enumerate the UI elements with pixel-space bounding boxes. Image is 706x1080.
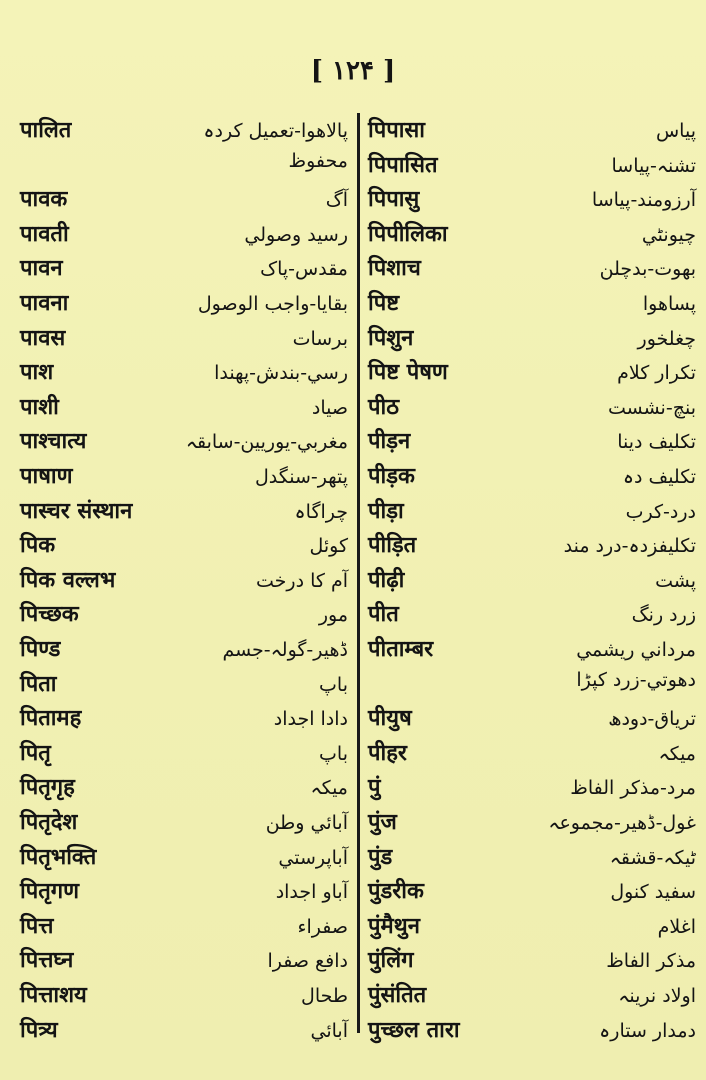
headword-hindi: पिक वल्लभ xyxy=(20,567,116,593)
dictionary-entry xyxy=(16,668,356,702)
dictionary-entry xyxy=(364,633,704,691)
meaning-urdu: مور xyxy=(318,604,348,627)
meaning-urdu: بقایا-واجب الوصول xyxy=(197,293,348,315)
headword-hindi: पाशी xyxy=(20,394,59,420)
headword-hindi: पावस xyxy=(20,325,66,351)
dictionary-entry xyxy=(16,910,356,944)
dictionary-entry xyxy=(364,183,704,217)
headword-hindi: पीयुष xyxy=(368,706,412,732)
headword-hindi: पिपासा xyxy=(368,118,425,143)
headword-hindi: पितृगण xyxy=(20,879,80,905)
headword-hindi: पीड़ा xyxy=(368,498,404,524)
meaning-urdu: تشنہ-پیاسا xyxy=(611,154,696,177)
dictionary-entry xyxy=(364,114,704,148)
headword-hindi: पावक xyxy=(20,187,68,213)
meaning-urdu: مذکر الفاظ xyxy=(606,950,696,973)
meaning-urdu: آباو اجداد xyxy=(275,881,348,904)
dictionary-entry xyxy=(364,529,704,563)
dictionary-entry xyxy=(364,806,704,840)
dictionary-entry xyxy=(16,944,356,978)
headword-hindi: पितामह xyxy=(20,706,82,732)
meaning-urdu: بنچ-نشست xyxy=(608,396,696,419)
dictionary-entry xyxy=(364,979,704,1013)
meaning-urdu: چغلخور xyxy=(637,327,696,350)
headword-hindi: पित्ताशय xyxy=(20,983,87,1008)
headword-hindi: पित्त xyxy=(20,913,54,939)
dictionary-entry xyxy=(16,218,356,252)
dictionary-entry xyxy=(364,495,704,529)
dictionary-entry xyxy=(16,702,356,736)
dictionary-entry xyxy=(364,460,704,494)
meaning-urdu: تریاق-دودھ xyxy=(608,708,696,731)
meaning-urdu: اولاد نرینہ xyxy=(618,985,696,1007)
meaning-urdu: چیونٹي xyxy=(641,223,696,246)
dictionary-entry xyxy=(364,322,704,356)
meaning-urdu: زرد رنگ xyxy=(631,604,696,627)
dictionary-entry xyxy=(364,771,704,805)
dictionary-entry xyxy=(364,702,704,736)
headword-hindi: पिशुन xyxy=(368,325,414,351)
dictionary-entry xyxy=(364,910,704,944)
meaning-urdu: رسي-بندش-پھندا xyxy=(214,362,348,385)
headword-hindi: पिपासु xyxy=(368,187,420,213)
headword-hindi: पुं xyxy=(368,775,381,801)
dictionary-entry xyxy=(16,806,356,840)
dictionary-entry xyxy=(364,944,704,978)
headword-hindi: पित्तघ्न xyxy=(20,948,74,974)
meaning-urdu: بھوت-بدچلن xyxy=(599,258,696,281)
meaning-urdu: غول-ڈھیر-مجموعہ xyxy=(548,812,696,834)
meaning-urdu: مرد-مذکر الفاظ xyxy=(570,777,696,800)
headword-hindi: पिक xyxy=(20,533,56,559)
headword-hindi: पीड़क xyxy=(368,464,415,489)
meaning-urdu: پشت xyxy=(655,569,696,592)
headword-hindi: पास्चर संस्थान xyxy=(20,498,133,524)
headword-hindi: पितृगृह xyxy=(20,775,75,801)
headword-hindi: पीड़न xyxy=(368,429,411,455)
dictionary-entry xyxy=(16,771,356,805)
meaning-urdu: صفراء xyxy=(297,915,348,938)
headword-hindi: पितृदेश xyxy=(20,810,78,835)
dictionary-entry xyxy=(364,841,704,875)
meaning-urdu: مقدس-پاک xyxy=(260,258,348,281)
meaning-urdu: میکہ xyxy=(658,742,696,765)
meaning-urdu: رسید وصولي xyxy=(244,223,348,246)
dictionary-entry xyxy=(364,218,704,252)
meaning-urdu: میکہ xyxy=(310,777,348,800)
dictionary-entry xyxy=(364,391,704,425)
meaning-urdu: ڈھیر-گولہ-جسم xyxy=(222,639,348,661)
meaning-urdu: دمدار ستارہ xyxy=(599,1019,696,1042)
headword-hindi: पिण्ड xyxy=(20,637,61,662)
meaning-urdu: برسات xyxy=(292,327,348,350)
dictionary-entry xyxy=(16,633,356,667)
meaning-urdu: مرداني ریشمي xyxy=(576,639,696,661)
headword-hindi: पावना xyxy=(20,291,69,316)
headword-hindi: पाश xyxy=(20,360,54,386)
headword-hindi: पुंज xyxy=(368,810,397,835)
dictionary-entry xyxy=(16,114,356,172)
headword-hindi: पित्र्य xyxy=(20,1017,58,1043)
meaning-urdu: سفید کنول xyxy=(610,881,696,904)
headword-hindi: पीठ xyxy=(368,394,399,420)
headword-hindi: पुंडरीक xyxy=(368,879,424,905)
dictionary-entry xyxy=(16,1014,356,1048)
dictionary-entry xyxy=(364,737,704,771)
headword-hindi: पिष्ट पेषण xyxy=(368,360,448,386)
meaning-urdu: تکرار کلام xyxy=(617,362,696,385)
dictionary-entry xyxy=(16,287,356,321)
headword-hindi: पुंमैथुन xyxy=(368,913,420,939)
headword-hindi: पालित xyxy=(20,118,72,143)
dictionary-entry xyxy=(16,598,356,632)
meaning-urdu: تکلیف دہ xyxy=(622,466,696,488)
headword-hindi: पुंलिंग xyxy=(368,948,414,974)
dictionary-entry xyxy=(364,1014,704,1048)
headword-hindi: पीड़ित xyxy=(368,533,417,559)
meaning-urdu: مغربي-یوریین-سابقہ xyxy=(185,431,348,454)
dictionary-entry xyxy=(364,564,704,598)
meaning-urdu: چراگاہ xyxy=(294,500,348,523)
headword-hindi: पिता xyxy=(20,671,57,697)
dictionary-entry xyxy=(16,495,356,529)
headword-hindi: पावन xyxy=(20,256,63,282)
headword-hindi: पितृ xyxy=(20,740,51,766)
meaning-urdu: طحال xyxy=(301,985,348,1007)
meaning-urdu: کوئل xyxy=(309,535,348,558)
headword-hindi: पुंसंतित xyxy=(368,983,427,1008)
headword-hindi: पिष्ट xyxy=(368,291,400,316)
dictionary-entry xyxy=(16,979,356,1013)
headword-hindi: पाश्चात्य xyxy=(20,429,87,455)
meaning-urdu: تکلیفزدہ-درد مند xyxy=(563,535,696,558)
meaning-urdu: ٹیکہ-قشقہ xyxy=(609,846,696,869)
dictionary-entry xyxy=(16,322,356,356)
dictionary-entry xyxy=(364,287,704,321)
meaning-urdu: آباپرستي xyxy=(278,846,348,869)
column-divider xyxy=(357,113,360,1033)
dictionary-entry xyxy=(364,598,704,632)
meaning-urdu: آگ xyxy=(325,189,348,212)
meaning-urdu: اغلام xyxy=(657,915,696,938)
dictionary-entry xyxy=(364,149,704,183)
headword-hindi: पीढ़ी xyxy=(368,567,405,593)
meaning-urdu: آبائي xyxy=(310,1019,348,1042)
page-number: [ ۱۲۴ ] xyxy=(310,56,396,86)
headword-hindi: पुंड xyxy=(368,844,393,870)
headword-hindi: पीताम्बर xyxy=(368,637,434,662)
meaning-urdu-continued: محفوظ xyxy=(288,150,348,172)
headword-hindi: पिपीलिका xyxy=(368,221,448,247)
dictionary-entry xyxy=(364,252,704,286)
meaning-urdu: دافع صفرا xyxy=(267,950,348,973)
headword-hindi: पितृभक्ति xyxy=(20,844,97,870)
meaning-urdu: آم کا درخت xyxy=(256,569,348,592)
headword-hindi: पुच्छल तारा xyxy=(368,1017,460,1043)
meaning-urdu: باپ xyxy=(319,673,348,696)
meaning-urdu: دادا اجداد xyxy=(273,708,348,731)
headword-hindi: पीत xyxy=(368,602,399,628)
dictionary-entry xyxy=(16,529,356,563)
dictionary-entry xyxy=(16,391,356,425)
dictionary-entry xyxy=(16,252,356,286)
headword-hindi: पावती xyxy=(20,221,69,247)
headword-hindi: पाषाण xyxy=(20,464,73,489)
headword-hindi: पिपासित xyxy=(368,152,438,178)
meaning-urdu: درد-کرب xyxy=(625,500,696,523)
dictionary-entry xyxy=(16,425,356,459)
dictionary-entry xyxy=(16,875,356,909)
meaning-urdu: تکلیف دینا xyxy=(617,431,696,454)
dictionary-entry xyxy=(16,460,356,494)
meaning-urdu: پیاس xyxy=(655,120,696,142)
headword-hindi: पिशाच xyxy=(368,256,421,282)
dictionary-entry xyxy=(364,875,704,909)
meaning-urdu-continued: دھوتي-زرد کپڑا xyxy=(576,669,696,691)
dictionary-entry xyxy=(16,564,356,598)
meaning-urdu: آرزومند-پیاسا xyxy=(591,189,696,212)
meaning-urdu: پالاھوا-تعمیل کردہ xyxy=(203,120,348,142)
meaning-urdu: صیاد xyxy=(311,396,348,419)
dictionary-entry xyxy=(364,425,704,459)
dictionary-entry xyxy=(16,737,356,771)
dictionary-entry xyxy=(16,183,356,217)
dictionary-entry xyxy=(16,356,356,390)
headword-hindi: पीहर xyxy=(368,740,407,766)
headword-hindi: पिच्छक xyxy=(20,602,79,628)
meaning-urdu: آبائي وطن xyxy=(265,812,348,834)
dictionary-entry xyxy=(16,841,356,875)
meaning-urdu: پساھوا xyxy=(642,293,696,315)
meaning-urdu: باپ xyxy=(319,742,348,765)
dictionary-entry xyxy=(364,356,704,390)
meaning-urdu: پتھر-سنگدل xyxy=(254,466,348,488)
